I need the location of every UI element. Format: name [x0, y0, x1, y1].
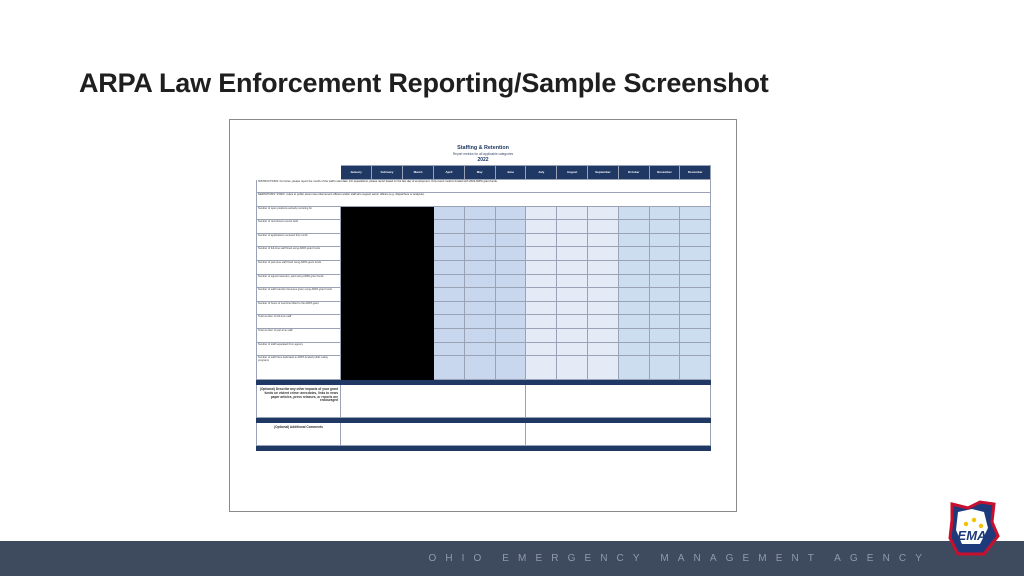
data-cell[interactable] [526, 288, 557, 302]
data-cell[interactable] [649, 274, 680, 288]
data-cell[interactable] [495, 206, 526, 220]
optional-impacts-input-h2[interactable] [526, 385, 711, 418]
data-cell[interactable] [434, 206, 465, 220]
month-header: November [649, 166, 680, 180]
definitions-row [257, 193, 711, 207]
logo-text: EMA [957, 528, 987, 543]
data-cell[interactable] [526, 220, 557, 234]
definitions-text: DEFINITIONS: STAFF: refers to public sworn law enforcement officers and/or staff who support sworn officers (e.g. dispatchers or analysts). [257, 193, 711, 207]
optional-impacts-row [257, 385, 711, 418]
data-cell[interactable] [649, 261, 680, 275]
month-header: January [341, 166, 372, 180]
month-header: July [526, 166, 557, 180]
data-cell[interactable] [618, 288, 649, 302]
month-header: December [680, 166, 711, 180]
optional-comments-row [257, 423, 711, 446]
data-cell[interactable] [587, 301, 618, 315]
data-cell[interactable] [434, 356, 465, 380]
data-cell[interactable] [680, 315, 711, 329]
data-cell[interactable] [526, 301, 557, 315]
optional-comments-input-h1[interactable] [341, 423, 526, 446]
data-cell[interactable] [403, 301, 434, 315]
data-cell[interactable] [372, 220, 403, 234]
data-cell[interactable] [618, 220, 649, 234]
data-cell[interactable] [649, 247, 680, 261]
data-cell[interactable] [649, 206, 680, 220]
metric-row [257, 274, 711, 288]
data-cell[interactable] [341, 233, 372, 247]
data-cell[interactable] [526, 233, 557, 247]
data-cell[interactable] [680, 342, 711, 356]
data-cell[interactable] [557, 206, 588, 220]
data-cell[interactable] [464, 220, 495, 234]
month-header: May [464, 166, 495, 180]
data-cell[interactable] [680, 288, 711, 302]
data-cell[interactable] [587, 342, 618, 356]
data-cell[interactable] [680, 206, 711, 220]
metric-label: Total number of part-time staff [257, 328, 341, 342]
slide-title: ARPA Law Enforcement Reporting/Sample Screenshot [79, 68, 769, 98]
spreadsheet-screenshot [229, 119, 737, 512]
data-cell[interactable] [618, 301, 649, 315]
data-cell[interactable] [649, 220, 680, 234]
data-cell[interactable] [464, 342, 495, 356]
month-header: August [557, 166, 588, 180]
optional-impacts-input-h1[interactable] [341, 385, 526, 418]
instructions-row [257, 179, 711, 193]
data-cell[interactable] [526, 206, 557, 220]
data-cell[interactable] [587, 274, 618, 288]
data-cell[interactable] [557, 274, 588, 288]
footer-agency-name: OHIO EMERGENCY MANAGEMENT AGENCY [428, 553, 931, 564]
data-cell[interactable] [649, 328, 680, 342]
data-cell[interactable] [618, 315, 649, 329]
divider-cell [257, 446, 711, 451]
data-cell[interactable] [434, 315, 465, 329]
month-header: September [587, 166, 618, 180]
data-cell[interactable] [464, 274, 495, 288]
data-cell[interactable] [372, 274, 403, 288]
metric-label: Number of part-time staff hired using ARPA grant funds [257, 261, 341, 275]
data-cell[interactable] [372, 247, 403, 261]
metric-label: Total number of full-time staff [257, 315, 341, 329]
data-cell[interactable] [403, 328, 434, 342]
month-header-row [257, 166, 711, 180]
data-cell[interactable] [557, 220, 588, 234]
metric-label: Number of applications received this month [257, 233, 341, 247]
data-cell[interactable] [434, 328, 465, 342]
data-cell[interactable] [464, 206, 495, 220]
data-cell[interactable] [680, 220, 711, 234]
data-cell[interactable] [618, 247, 649, 261]
data-cell[interactable] [526, 328, 557, 342]
data-cell[interactable] [495, 328, 526, 342]
metric-row [257, 261, 711, 275]
data-cell[interactable] [495, 274, 526, 288]
data-cell[interactable] [495, 288, 526, 302]
metric-row [257, 342, 711, 356]
data-cell[interactable] [434, 288, 465, 302]
data-cell[interactable] [495, 301, 526, 315]
data-cell[interactable] [434, 247, 465, 261]
data-cell[interactable] [341, 301, 372, 315]
month-header: October [618, 166, 649, 180]
data-cell[interactable] [557, 356, 588, 380]
data-cell[interactable] [680, 301, 711, 315]
data-cell[interactable] [557, 288, 588, 302]
data-cell[interactable] [341, 261, 372, 275]
footer-bar [0, 541, 1024, 576]
data-cell[interactable] [434, 233, 465, 247]
data-cell[interactable] [434, 274, 465, 288]
data-cell[interactable] [495, 356, 526, 380]
data-cell[interactable] [341, 315, 372, 329]
data-cell[interactable] [434, 261, 465, 275]
metric-row [257, 356, 711, 380]
metric-label: Number of staff hires dedicated to ARPA funded public safety programs [257, 356, 341, 380]
data-cell[interactable] [464, 301, 495, 315]
data-cell[interactable] [526, 261, 557, 275]
data-cell[interactable] [649, 288, 680, 302]
data-cell[interactable] [403, 247, 434, 261]
data-cell[interactable] [495, 247, 526, 261]
month-header: February [372, 166, 403, 180]
data-cell[interactable] [557, 233, 588, 247]
metric-row [257, 301, 711, 315]
data-cell[interactable] [587, 328, 618, 342]
data-cell[interactable] [372, 356, 403, 380]
ohio-ema-logo [944, 498, 1002, 558]
data-cell[interactable] [341, 328, 372, 342]
month-header: April [434, 166, 465, 180]
data-cell[interactable] [434, 220, 465, 234]
data-cell[interactable] [526, 274, 557, 288]
optional-impacts-label: (Optional) Describe any other impacts of your grant funds on violent crime: anecdotes, links to news paper articles, press releases, or reports are encouraged [257, 385, 341, 418]
metric-row [257, 220, 711, 234]
data-cell[interactable] [341, 247, 372, 261]
data-cell[interactable] [403, 315, 434, 329]
data-cell[interactable] [403, 233, 434, 247]
metric-label: Number of hours of overtime billed to the ARPA grant [257, 301, 341, 315]
data-cell[interactable] [526, 315, 557, 329]
data-cell[interactable] [403, 206, 434, 220]
month-header: March [403, 166, 434, 180]
data-cell[interactable] [587, 247, 618, 261]
data-cell[interactable] [464, 247, 495, 261]
data-cell[interactable] [341, 220, 372, 234]
data-cell[interactable] [403, 288, 434, 302]
data-cell[interactable] [526, 342, 557, 356]
data-cell[interactable] [680, 274, 711, 288]
data-cell[interactable] [587, 315, 618, 329]
data-cell[interactable] [341, 274, 372, 288]
data-cell[interactable] [680, 356, 711, 380]
data-cell[interactable] [587, 261, 618, 275]
metric-label: Number of full-time staff hired using ARPA grant funds [257, 247, 341, 261]
metric-row [257, 288, 711, 302]
sheet-year: 2022 [477, 157, 489, 163]
data-cell[interactable] [372, 288, 403, 302]
data-cell[interactable] [526, 247, 557, 261]
metric-row [257, 206, 711, 220]
data-cell[interactable] [403, 220, 434, 234]
data-cell[interactable] [372, 301, 403, 315]
data-cell[interactable] [618, 356, 649, 380]
data-cell[interactable] [649, 301, 680, 315]
data-cell[interactable] [341, 206, 372, 220]
data-cell[interactable] [372, 206, 403, 220]
data-cell[interactable] [495, 233, 526, 247]
data-cell[interactable] [649, 342, 680, 356]
metric-row [257, 328, 711, 342]
data-cell[interactable] [557, 328, 588, 342]
sheet-title: Staffing & Retention [457, 145, 509, 151]
metric-row [257, 233, 711, 247]
data-cell[interactable] [403, 274, 434, 288]
data-cell[interactable] [403, 342, 434, 356]
staffing-retention-table [256, 165, 711, 451]
data-cell[interactable] [341, 342, 372, 356]
data-cell[interactable] [557, 301, 588, 315]
data-cell[interactable] [434, 301, 465, 315]
data-cell[interactable] [372, 342, 403, 356]
data-cell[interactable] [618, 261, 649, 275]
data-cell[interactable] [464, 328, 495, 342]
data-cell[interactable] [341, 356, 372, 380]
header-blank-cell [257, 166, 341, 180]
data-cell[interactable] [587, 288, 618, 302]
metric-label: Number of open positions actively recruiting for [257, 206, 341, 220]
data-cell[interactable] [434, 342, 465, 356]
data-cell[interactable] [464, 315, 495, 329]
data-cell[interactable] [464, 356, 495, 380]
metric-row [257, 247, 711, 261]
data-cell[interactable] [495, 342, 526, 356]
data-cell[interactable] [557, 315, 588, 329]
month-header: June [495, 166, 526, 180]
data-cell[interactable] [587, 233, 618, 247]
optional-comments-input-h2[interactable] [526, 423, 711, 446]
data-cell[interactable] [680, 247, 711, 261]
data-cell[interactable] [372, 261, 403, 275]
data-cell[interactable] [587, 356, 618, 380]
data-cell[interactable] [341, 288, 372, 302]
data-cell[interactable] [557, 342, 588, 356]
metric-label: Number of staff retention bonuses given using ARPA grant funds [257, 288, 341, 302]
data-cell[interactable] [649, 356, 680, 380]
data-cell[interactable] [495, 315, 526, 329]
metric-label: Number of recruitment events held [257, 220, 341, 234]
data-cell[interactable] [464, 261, 495, 275]
data-cell[interactable] [372, 328, 403, 342]
data-cell[interactable] [618, 274, 649, 288]
section-divider [257, 446, 711, 451]
data-cell[interactable] [680, 328, 711, 342]
data-cell[interactable] [680, 233, 711, 247]
data-cell[interactable] [618, 233, 649, 247]
data-cell[interactable] [587, 220, 618, 234]
data-cell[interactable] [557, 247, 588, 261]
data-cell[interactable] [464, 288, 495, 302]
data-cell[interactable] [495, 261, 526, 275]
data-cell[interactable] [680, 261, 711, 275]
sheet-subtitle: Report metrics for all applicable categories [452, 152, 514, 156]
data-cell[interactable] [372, 233, 403, 247]
metric-label: Number of signed retention, paid using ARPA grant funds [257, 274, 341, 288]
instructions-text: INSTRUCTIONS: For Hires, please report the month of the staff's start date. For separations, please report based on the last day of employment. Only report metrics funded with 2022 ARPA grant funds. [257, 179, 711, 193]
data-cell[interactable] [464, 233, 495, 247]
data-cell[interactable] [649, 315, 680, 329]
data-cell[interactable] [403, 356, 434, 380]
metric-row [257, 315, 711, 329]
data-cell[interactable] [495, 220, 526, 234]
data-cell[interactable] [649, 233, 680, 247]
data-cell[interactable] [403, 261, 434, 275]
data-cell[interactable] [587, 206, 618, 220]
data-cell[interactable] [372, 315, 403, 329]
data-cell[interactable] [557, 261, 588, 275]
data-cell[interactable] [618, 342, 649, 356]
optional-comments-label: (Optional) Additional Comments [257, 423, 341, 446]
data-cell[interactable] [618, 206, 649, 220]
data-cell[interactable] [526, 356, 557, 380]
data-cell[interactable] [618, 328, 649, 342]
metric-label: Number of staff separated from agency [257, 342, 341, 356]
